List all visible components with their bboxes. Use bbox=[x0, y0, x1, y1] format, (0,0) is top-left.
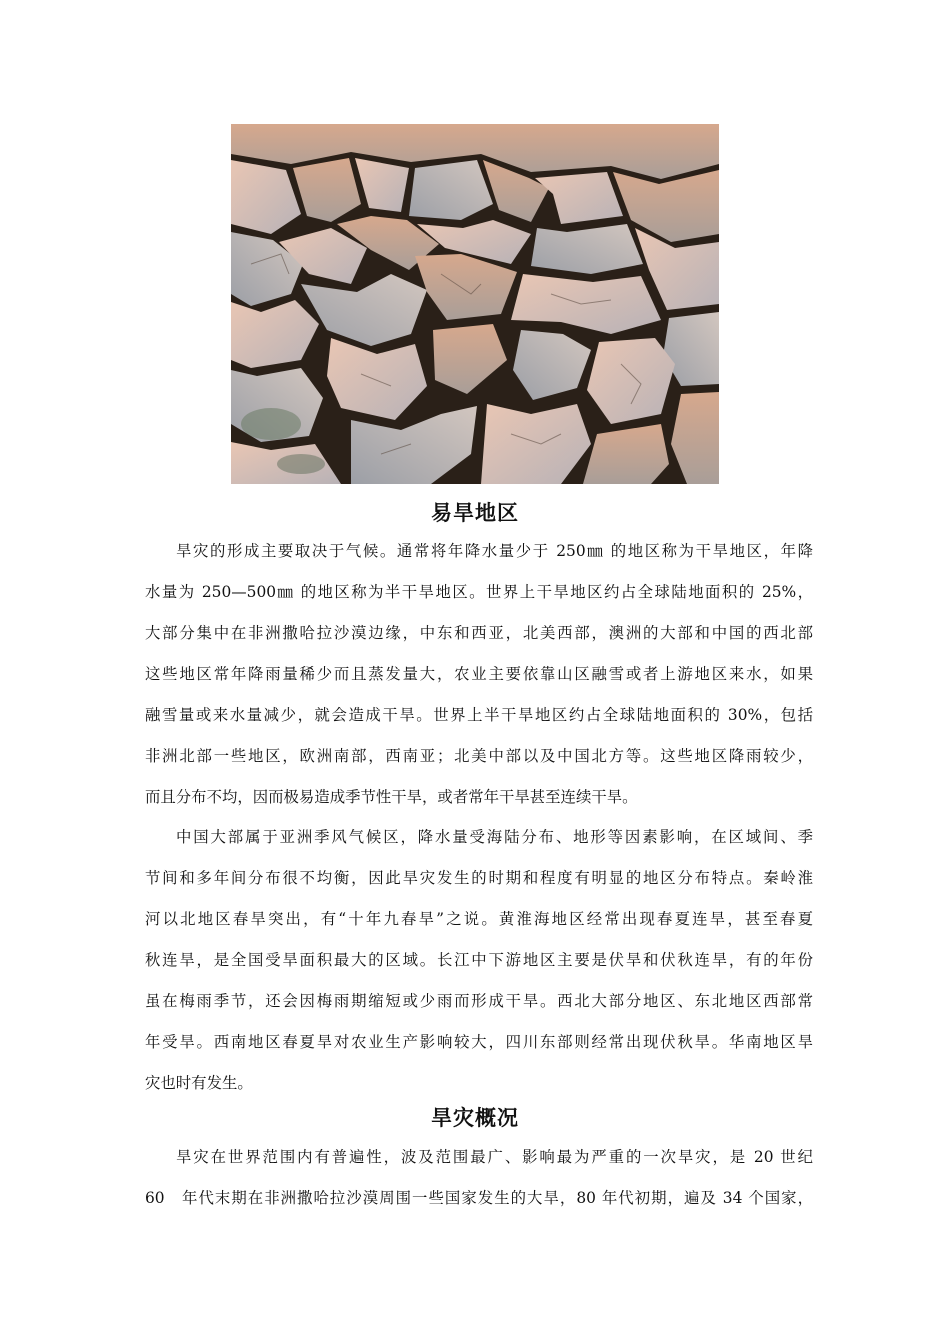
paragraph-line: 大部分集中在非洲撒哈拉沙漠边缘，中东和西亚，北美西部，澳洲的大部和中国的西北部 bbox=[145, 624, 813, 642]
paragraph-line: 虽在梅雨季节，还会因梅雨期缩短或少雨而形成干旱。西北大部分地区、东北地区西部常 bbox=[145, 992, 813, 1010]
paragraph-line: 非洲北部一些地区，欧洲南部，西南亚；北美中部以及中国北方等。这些地区降雨较少， bbox=[145, 747, 813, 765]
paragraph-line: 60 年代末期在非洲撒哈拉沙漠周围一些国家发生的大旱，80 年代初期，遍及 34 个国家， bbox=[145, 1189, 813, 1207]
paragraph-line: 年受旱。西南地区春夏旱对农业生产影响较大，四川东部则经常出现伏秋旱。华南地区旱 bbox=[145, 1033, 813, 1051]
paragraph-line: 而且分布不均，因而极易造成季节性干旱，或者常年干旱甚至连续干旱。 bbox=[145, 788, 638, 806]
paragraph-line: 灾也时有发生。 bbox=[145, 1074, 253, 1092]
paragraph-world-drought-overview bbox=[145, 1137, 813, 1219]
cracked-earth-photo bbox=[231, 124, 719, 484]
paragraph-line: 中国大部属于亚洲季风气候区，降水量受海陆分布、地形等因素影响，在区域间、季 bbox=[176, 828, 813, 846]
paragraph-line: 旱灾的形成主要取决于气候。通常将年降水量少于 250㎜ 的地区称为干旱地区，年降 bbox=[176, 542, 813, 560]
paragraph-line: 河以北地区春旱突出，有“十年九春旱”之说。黄淮海地区经常出现春夏连旱，甚至春夏 bbox=[145, 910, 813, 928]
paragraph-line: 融雪量或来水量减少，就会造成干旱。世界上半干旱地区约占全球陆地面积的 30%，包括 bbox=[145, 706, 813, 724]
paragraph-line: 秋连旱，是全国受旱面积最大的区域。长江中下游地区主要是伏旱和伏秋连旱，有的年份 bbox=[145, 951, 813, 969]
section-heading-drought-overview: 旱灾概况 bbox=[431, 1106, 519, 1130]
section-heading-drought-prone-regions: 易旱地区 bbox=[431, 501, 519, 525]
paragraph-china-drought-distribution bbox=[145, 817, 813, 1104]
paragraph-line: 节间和多年间分布很不均衡，因此旱灾发生的时期和程度有明显的地区分布特点。秦岭淮 bbox=[145, 869, 813, 887]
cracked-earth-illustration bbox=[231, 124, 719, 484]
paragraph-line: 水量为 250—500㎜ 的地区称为半干旱地区。世界上干旱地区约占全球陆地面积的 25%， bbox=[145, 583, 813, 601]
paragraph-drought-formation bbox=[145, 531, 813, 818]
paragraph-line: 旱灾在世界范围内有普遍性，波及范围最广、影响最为严重的一次旱灾，是 20 世纪 bbox=[176, 1148, 813, 1166]
paragraph-line: 这些地区常年降雨量稀少而且蒸发量大，农业主要依靠山区融雪或者上游地区来水，如果 bbox=[145, 665, 813, 683]
